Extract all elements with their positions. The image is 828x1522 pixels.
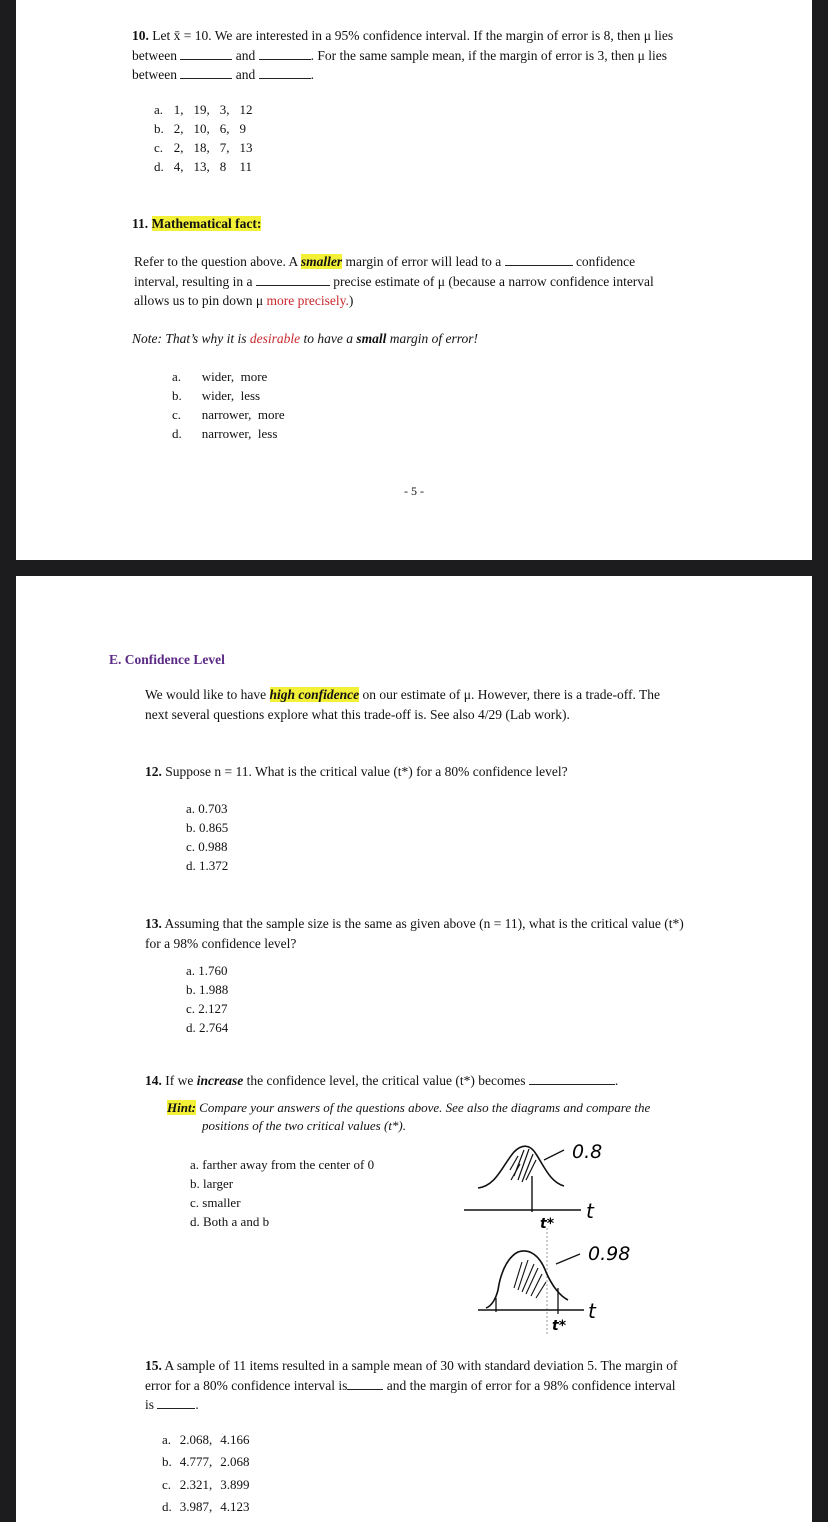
q11-para-text-2: margin of error will lead to a [345, 254, 502, 269]
q12-number: 12. [145, 764, 162, 779]
option-letter: c. [162, 1476, 172, 1492]
sketch-80-percent [464, 1141, 602, 1232]
q15-option-c[interactable] [162, 1473, 254, 1496]
question-14: 14. If we increase the confidence level, the critical value (t*) becomes . [145, 1073, 619, 1088]
q10-option-c[interactable] [154, 138, 257, 157]
option-value: 4.166 [220, 1431, 250, 1447]
q10-number: 10. [132, 28, 149, 43]
q13-line-1: Assuming that the sample size is the same as given above (n = 11), what is the critical value (t*) [164, 916, 684, 931]
q15-option-a[interactable] [162, 1428, 254, 1451]
q14-text-1: If we [165, 1073, 194, 1088]
q14-increase: increase [196, 1073, 244, 1088]
q11-options [172, 367, 289, 443]
q11-note [132, 329, 478, 349]
q11-option-b[interactable] [172, 386, 289, 405]
option-value: 3.899 [220, 1476, 250, 1492]
q11-option-d[interactable] [172, 424, 289, 443]
q11-note-text-2: to have a [303, 331, 354, 346]
option-letter: a. [162, 1431, 172, 1447]
option-value: 1, [173, 102, 184, 117]
q15-option-b[interactable] [162, 1451, 254, 1474]
worksheet-page-6 [16, 576, 812, 1522]
q14-hint-line-2: positions of the two critical values (t*). [202, 1118, 407, 1133]
q10-blank-4[interactable] [259, 66, 311, 79]
worksheet-page-5 [16, 0, 812, 560]
option-text: narrower, less [201, 426, 278, 441]
sketch2-shading [514, 1260, 546, 1298]
q11-number: 11. [132, 216, 149, 231]
question-15: 15. A sample of 11 items resulted in a sample mean of 30 with standard deviation 5. The margin of error for a 80% confidence interval is and the margin of error for a 98% confidence interval is . [145, 1358, 678, 1412]
option-value: 4.123 [220, 1499, 250, 1515]
sketch1-critical-label: t* [540, 1216, 555, 1232]
option-value: 9 [239, 121, 246, 136]
option-value: 19, [193, 102, 210, 117]
q15-line-2-text-1: error for a 80% confidence interval is [145, 1377, 348, 1393]
q10-option-d[interactable] [154, 157, 257, 176]
q11-para-text-5: precise estimate of μ (because a narrow confidence interval [333, 273, 654, 289]
q11-paragraph [134, 252, 754, 311]
option-text: wider, less [201, 388, 261, 403]
sketch2-label: 0.98 [588, 1243, 631, 1265]
option-letter: d. [172, 426, 182, 441]
q10-blank-1[interactable] [180, 47, 232, 60]
question-12 [145, 762, 568, 782]
sketch1-label: 0.8 [572, 1141, 603, 1163]
q13-option-d[interactable]: d. 2.764 [186, 1020, 229, 1035]
q10-line-1 [132, 26, 772, 46]
option-value: 10, [193, 121, 210, 136]
sketch2-arrow [556, 1254, 580, 1264]
option-value: 4, [173, 159, 184, 174]
option-letter: d. [162, 1499, 172, 1515]
option-value: 2, [173, 140, 184, 155]
intro-high-confidence: high confidence [269, 687, 360, 702]
option-value: 2.068 [220, 1454, 250, 1470]
q11-option-c[interactable] [172, 405, 289, 424]
q10-options [154, 100, 257, 176]
option-value: 13, [193, 159, 210, 174]
q11-para-text-3: confidence [575, 254, 636, 269]
option-value: 3.987, [179, 1499, 213, 1515]
q14-blank[interactable] [529, 1072, 615, 1085]
option-value: 8 [219, 159, 227, 174]
q14-options [190, 1155, 374, 1231]
intro-text-2: on our estimate of μ. However, there is a trade-off. The [362, 687, 660, 702]
q11-para-text-6: allows us to pin down μ [134, 293, 264, 308]
q11-para-text-7: ) [348, 293, 354, 308]
q13-number: 13. [145, 916, 162, 931]
q15-line-3-text: is [145, 1397, 155, 1412]
intro-line-2: next several questions explore what this trade-off is. See also 4/29 (Lab work). [145, 706, 570, 722]
question-11-heading [132, 214, 261, 234]
sketch2-critical-label: t* [552, 1318, 567, 1334]
intro-text-1: We would like to have [145, 687, 267, 702]
q11-para-line-1 [134, 252, 754, 272]
q15-blank-2[interactable] [157, 1396, 195, 1409]
q13-line-2: for a 98% confidence level? [145, 935, 297, 951]
q10-followup-text: . For the same sample mean, if the margin of error is 3, then μ lies [310, 47, 668, 63]
q11-title: Mathematical fact: [151, 216, 262, 231]
q14-option-b[interactable]: b. larger [190, 1176, 234, 1191]
q12-option-a[interactable]: a. 0.703 [186, 801, 228, 816]
q15-blank-1[interactable] [347, 1377, 383, 1390]
sketch2-axis-label: t [588, 1299, 596, 1323]
q12-option-c[interactable]: c. 0.988 [186, 839, 228, 854]
sketch1-axis-label: t [586, 1199, 594, 1223]
option-letter: b. [172, 388, 182, 403]
q13-options [186, 961, 228, 1037]
intro-line-1 [145, 685, 745, 705]
q12-options [186, 799, 228, 875]
q14-hint [167, 1099, 727, 1135]
q12-text: Suppose n = 11. What is the critical value (t*) for a 80% confidence level? [165, 764, 568, 779]
option-value: 6, [219, 121, 230, 136]
option-letter: b. [154, 121, 164, 136]
q11-blank-1[interactable] [505, 253, 573, 266]
q14-option-a[interactable]: a. farther away from the center of 0 [190, 1157, 375, 1172]
option-letter: c. [172, 407, 182, 422]
q11-option-a[interactable] [172, 367, 289, 386]
page-number: - 5 - [404, 484, 424, 498]
option-value: 12 [239, 102, 253, 117]
q11-para-text-1: Refer to the question above. A [134, 254, 298, 269]
option-letter: c. [154, 140, 164, 155]
q10-line-3: between and . [132, 67, 314, 82]
q14-hint-line-1: Compare your answers of the questions above. See also the diagrams and compare the [199, 1100, 651, 1115]
q10-blank-2[interactable] [259, 47, 311, 60]
question-10 [132, 26, 772, 85]
q15-line-1: A sample of 11 items resulted in a sample mean of 30 with standard deviation 5. The margin of [164, 1358, 678, 1373]
q11-smaller-highlight: smaller [300, 254, 343, 269]
section-intro [145, 685, 745, 724]
option-value: 2.321, [179, 1476, 213, 1492]
q10-and-label: and [235, 47, 256, 63]
option-value: 3, [219, 102, 230, 117]
q15-option-d[interactable] [162, 1496, 254, 1519]
section-title: E. Confidence Level [109, 652, 225, 667]
q11-para-line-2 [134, 272, 754, 292]
q11-para-line-3 [134, 291, 754, 311]
q10-line-2 [132, 46, 772, 66]
option-value: 18, [193, 140, 210, 155]
q10-blank-3[interactable] [180, 66, 232, 79]
q11-note-small: small [356, 331, 387, 346]
q15-line-2-text-2: and the margin of error for a 98% confidence interval [386, 1377, 676, 1393]
q11-note-text-1: Note: That’s why it is [132, 331, 247, 346]
option-letter: a. [154, 102, 164, 117]
option-letter: b. [162, 1454, 172, 1470]
q12-option-d[interactable]: d. 1.372 [186, 858, 229, 873]
q14-number: 14. [145, 1073, 162, 1088]
q13-option-b[interactable]: b. 1.988 [186, 982, 229, 997]
option-text: wider, more [201, 369, 268, 384]
q14-option-c[interactable]: c. smaller [190, 1195, 241, 1210]
sketch1-curve [478, 1146, 564, 1188]
sketch1-arrow [544, 1150, 564, 1160]
q10-stem-text: Let x̄ = 10. We are interested in a 95% confidence interval. If the margin of error is 8, then μ lies [152, 28, 674, 43]
q15-number: 15. [145, 1358, 162, 1373]
q11-more-precisely: more precisely. [266, 293, 349, 308]
q11-blank-2[interactable] [256, 273, 330, 286]
question-13 [145, 914, 684, 953]
q10-option-b[interactable] [154, 119, 257, 138]
q11-para-text-4: interval, resulting in a [134, 273, 253, 289]
option-value: 7, [219, 140, 230, 155]
q10-between-label: between [132, 47, 177, 63]
q12-option-b[interactable]: b. 0.865 [186, 820, 229, 835]
q15-options [162, 1428, 254, 1518]
option-value: 2.068, [179, 1431, 213, 1447]
option-value: 11 [239, 159, 253, 174]
q14-hint-label: Hint: [167, 1100, 196, 1115]
q10-between-label-2: between [132, 67, 177, 82]
q14-text-2: the confidence level, the critical value (t*) becomes [246, 1073, 526, 1088]
t-distribution-sketches [456, 1136, 666, 1336]
option-letter: d. [154, 159, 164, 174]
option-value: 13 [239, 140, 253, 155]
sketch-98-percent [478, 1243, 630, 1334]
q13-option-c[interactable]: c. 2.127 [186, 1001, 228, 1016]
q11-note-desirable: desirable [249, 331, 301, 346]
q13-option-a[interactable]: a. 1.760 [186, 963, 228, 978]
option-value: 4.777, [179, 1454, 213, 1470]
q11-note-text-3: margin of error! [389, 331, 479, 346]
q10-and-label-2: and [235, 67, 256, 82]
option-letter: a. [172, 369, 182, 384]
q10-option-a[interactable] [154, 100, 257, 119]
q14-option-d[interactable]: d. Both a and b [190, 1214, 270, 1229]
option-value: 2, [173, 121, 184, 136]
option-text: narrower, more [201, 407, 285, 422]
